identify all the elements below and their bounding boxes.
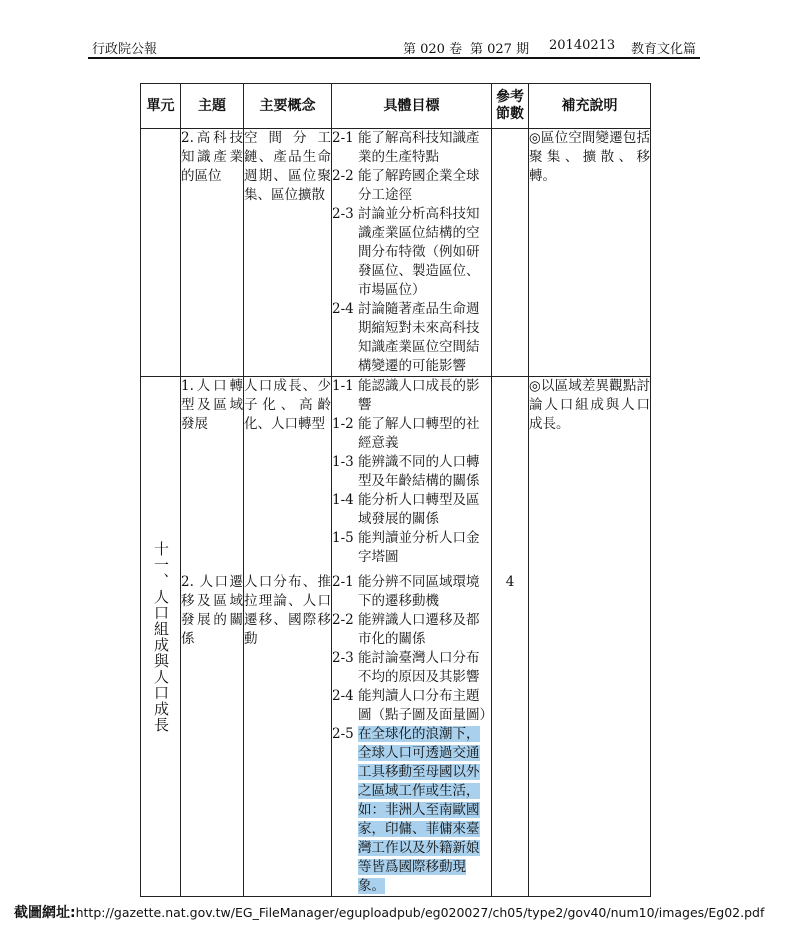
concepts-1: 人口成長、少 子 化 、 高 齡化、人口轉型 <box>244 378 331 432</box>
goal-item <box>332 205 491 300</box>
col-header-goals: 具體目標 <box>332 84 492 129</box>
concepts-cell <box>244 377 332 897</box>
goal-text: 能判讀人口分布主題圖（點子圖及面量圖） <box>358 688 493 723</box>
concepts-cell: 空 間 分 工鏈、產品生命週期、區位聚集、區位擴散 <box>244 129 332 377</box>
goal-text: 討論並分析高科技知識產業區位結構的空間分布特徵（例如研發區位、製造區位、市場區位） <box>358 206 480 298</box>
notes-cell: ◎以區域差異觀點討論人口組成與人口成長。 <box>529 377 651 897</box>
goal-item <box>332 129 491 167</box>
goal-text: 能了解跨國企業全球分工途徑 <box>358 168 480 203</box>
volume-label: 第 020 卷 <box>403 42 463 57</box>
goal-item <box>332 415 491 453</box>
goal-number: 1-1 <box>332 378 354 394</box>
goal-item <box>332 453 491 491</box>
goal-text: 能辨識人口遷移及都市化的關係 <box>358 612 480 647</box>
goal-text: 能辨識不同的人口轉型及年齡結構的關係 <box>358 454 480 489</box>
hours-cell-empty <box>492 129 529 377</box>
col-header-topic: 主題 <box>181 84 244 129</box>
goal-item <box>332 687 491 725</box>
col-header-notes: 補充說明 <box>529 84 651 129</box>
topic-cell: 2.高科技知識產業的區位 <box>181 129 244 377</box>
topic-2: 2. 人口遷移及區域發展的關係 <box>181 574 243 647</box>
goal-number: 1-2 <box>332 416 354 432</box>
goal-number: 2-3 <box>332 650 354 666</box>
goal-number: 2-5 <box>332 726 354 742</box>
goal-text: 能討論臺灣人口分布不均的原因及其影響 <box>358 650 480 685</box>
unit-title: 十一、人口組成與人口成長 <box>152 540 170 733</box>
goal-item <box>332 491 491 529</box>
goal-number: 2-1 <box>332 130 354 146</box>
goal-number: 2-4 <box>332 301 354 317</box>
goal-text: 討論隨著產品生命週期縮短對未來高科技知識產業區位空間結構變遷的可能影響 <box>358 301 480 374</box>
unit-cell <box>141 377 181 897</box>
topic-1: 1.人口轉型及區域發展 <box>181 378 243 432</box>
goal-item <box>332 649 491 687</box>
goal-number: 1-4 <box>332 492 354 508</box>
table-header-row <box>141 84 651 129</box>
col-header-concepts: 主要概念 <box>244 84 332 129</box>
issue-label: 第 027 期 <box>470 42 530 57</box>
highlighted-goal-text[interactable]: 在全球化的浪潮下，全球人口可透過交通工具移動至母國以外之區域工作或生活，如：非洲人至南歐國家，印傭、菲傭來臺灣工作以及外籍新娘等皆爲國際移動現象。 <box>358 726 480 894</box>
goals-cell <box>332 377 492 897</box>
goal-number: 2-2 <box>332 168 354 184</box>
col-header-unit: 單元 <box>141 84 181 129</box>
goal-item <box>332 167 491 205</box>
goal-text: 能了解高科技知識產業的生產特點 <box>358 130 480 165</box>
goal-item <box>332 611 491 649</box>
goal-text: 能了解人口轉型的社經意義 <box>358 416 480 451</box>
goal-text: 能分析人口轉型及區域發展的關係 <box>358 492 480 527</box>
goal-number: 2-2 <box>332 612 354 628</box>
goals-cell <box>332 129 492 377</box>
goal-number: 2-3 <box>332 206 354 222</box>
goal-text: 能判讀並分析人口金字塔圖 <box>358 530 480 565</box>
notes-cell: ◎區位空間變遷包括聚集、擴散、移轉。 <box>529 129 651 377</box>
col-header-hours: 參考節數 <box>492 84 529 129</box>
table-row <box>141 377 651 897</box>
section-label: 教育文化篇 <box>631 42 697 57</box>
goal-number: 2-1 <box>332 574 354 590</box>
gazette-title: 行政院公報 <box>92 42 158 57</box>
goal-item <box>332 377 491 415</box>
header-rule <box>88 57 700 59</box>
hours-value: 4 <box>505 574 515 590</box>
goals-group-1 <box>332 377 491 573</box>
source-label: 截圖網址: <box>14 905 76 921</box>
date-label: 20140213 <box>549 38 616 53</box>
goal-number: 1-3 <box>332 454 354 470</box>
concepts-2: 人口分布、推拉理論、人口遷移、國際移動 <box>244 574 331 647</box>
topic-cell <box>181 377 244 897</box>
goal-item <box>332 529 491 567</box>
goal-number: 2-4 <box>332 688 354 704</box>
hours-cell <box>492 377 529 897</box>
source-url[interactable]: http://gazette.nat.gov.tw/EG_FileManager/eguploadpub/eg020027/ch05/type2/gov40/num10/images/Eg02.pdf <box>75 905 765 920</box>
source-footer <box>14 902 764 922</box>
goal-text: 能分辨不同區域環境下的遷移動機 <box>358 574 480 609</box>
goal-text: 能認識人口成長的影響 <box>358 378 480 413</box>
goal-number: 1-5 <box>332 530 354 546</box>
unit-cell-empty <box>141 129 181 377</box>
table-row <box>141 129 651 377</box>
goal-item <box>332 725 491 896</box>
curriculum-table <box>140 83 651 897</box>
goal-item <box>332 573 491 611</box>
goal-item <box>332 300 491 376</box>
goals-group-2 <box>332 573 491 896</box>
